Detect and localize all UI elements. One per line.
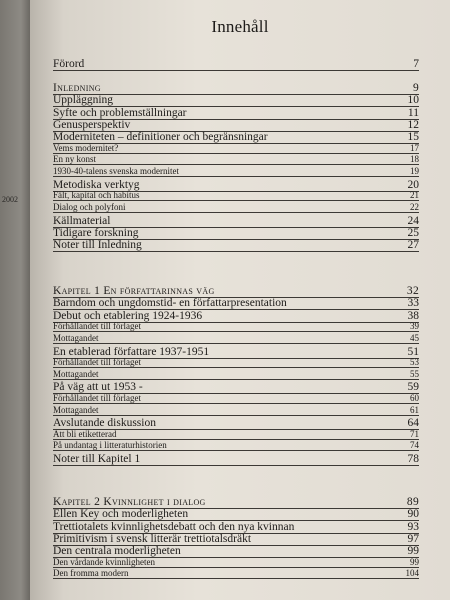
toc-entry-page-number: 60 (410, 392, 419, 403)
toc-entry-title: Noter till Kapitel 1 (53, 453, 141, 466)
toc-entry-title: Förhållandet till förlaget (53, 356, 141, 367)
toc-entry-title: Metodiska verktyg (53, 178, 140, 191)
toc-entry-page-number: 21 (410, 190, 419, 201)
toc-entry (53, 165, 419, 177)
toc-entry-page-number: 53 (410, 356, 419, 367)
toc-entry-title: Uppläggning (53, 94, 114, 107)
toc-entry-page-number: 17 (410, 142, 419, 153)
toc-entry-title: Fält, kapital och habitus (53, 190, 140, 201)
toc-entry-title: Den centrala moderligheten (53, 545, 181, 558)
toc-entry-page-number: 93 (407, 520, 419, 533)
toc-entry-page-number: 39 (410, 320, 419, 331)
toc-entry-title: Noter till Inledning (53, 239, 142, 252)
toc-entry-title: Att bli etiketterad (53, 428, 117, 439)
toc-entry-page-number: 11 (407, 106, 419, 119)
toc-entry-page-number: 24 (407, 214, 419, 227)
toc-entry-title: Källmaterial (53, 214, 111, 227)
toc-entry (53, 332, 419, 344)
toc-entry (53, 237, 419, 252)
toc-entry-page-number: 7 (413, 58, 419, 70)
margin-note: 2002 (2, 195, 18, 204)
toc-entry-title: En etablerad författare 1937-1951 (53, 345, 210, 358)
toc-entry-title: Mottagandet (53, 332, 99, 343)
toc-entry-page-number: 25 (407, 227, 419, 240)
toc-entry-page-number: 18 (410, 154, 419, 165)
toc-page (30, 0, 450, 600)
toc-entry-page-number: 38 (407, 309, 419, 322)
toc-entry-page-number: 51 (407, 345, 419, 358)
toc-entry-page-number: 74 (410, 440, 419, 451)
toc-entry-page-number: 64 (407, 417, 419, 430)
toc-entry-title: Mottagandet (53, 368, 99, 379)
toc-entry (53, 368, 419, 380)
toc-entry (53, 356, 419, 368)
toc-entry (53, 404, 419, 416)
toc-entry-title: Primitivism i svensk litterär trettiotalsdräkt (53, 532, 252, 545)
toc-entry-page-number: 20 (407, 178, 419, 191)
toc-entry-page-number: 99 (410, 556, 419, 567)
toc-entry-title: Genusperspektiv (53, 118, 131, 131)
toc-entry-title: Den vårdande kvinnligheten (53, 556, 155, 567)
toc-entry-title: Förhållandet till förlaget (53, 392, 141, 403)
toc-entry-title: Kapitel 1 En författarinnas väg (53, 285, 215, 297)
toc-entry-title: Moderniteten – definitioner och begränsningar (53, 131, 268, 144)
toc-entry-page-number: 32 (406, 285, 419, 297)
toc-entry-title: Trettiotalets kvinnlighetsdebatt och den nya kvinnan (53, 520, 295, 533)
toc-entry-page-number: 55 (410, 368, 419, 379)
toc-entry-title: På undantag i litteraturhistorien (53, 440, 167, 451)
toc-entry-page-number: 45 (410, 332, 419, 343)
toc-entry-title: Ellen Key och moderligheten (53, 508, 189, 521)
toc-entry (53, 428, 419, 440)
toc-entry-title: Tidigare forskning (53, 227, 139, 240)
toc-entry-page-number: 22 (410, 202, 419, 212)
toc-entry-page-number: 59 (407, 381, 419, 394)
toc-entry-page-number: 90 (407, 508, 419, 521)
toc-entry-title: Syfte och problemställningar (53, 106, 187, 119)
toc-entry-title: 1930-40-talens svenska modernitet (53, 166, 179, 177)
toc-entry (53, 189, 419, 201)
toc-entry (53, 567, 419, 579)
toc-entry (53, 153, 419, 165)
toc-entry-page-number: 19 (410, 166, 419, 177)
toc-entry-title: Avslutande diskussion (53, 417, 156, 430)
toc-entry-title: Kapitel 2 Kvinnlighet i dialog (53, 496, 206, 508)
toc-entry-title: På väg att ut 1953 - (53, 381, 143, 394)
toc-entry-page-number: 10 (407, 94, 419, 107)
toc-entry-title: Barndom och ungdomstid- en författarpresentation (53, 297, 287, 310)
toc-entry-title: Den fromma modern (53, 568, 129, 579)
toc-entry-title: Debut och etablering 1924-1936 (53, 309, 203, 322)
toc-entry-title: En ny konst (53, 154, 97, 165)
toc-entry-page-number: 27 (407, 239, 419, 252)
toc-entry-title: Förord (53, 58, 85, 70)
toc-entry (53, 556, 419, 568)
toc-entry-title: Vems modernitet? (53, 142, 119, 153)
toc-entry (53, 56, 419, 71)
toc-entry-page-number: 9 (412, 82, 419, 94)
toc-entry (53, 451, 419, 466)
toc-entry-title: Dialog och polyfoni (53, 202, 126, 212)
toc-entry-page-number: 104 (405, 568, 419, 579)
toc-entry-page-number: 12 (407, 118, 419, 131)
toc-entry-page-number: 89 (406, 496, 419, 508)
toc-entry (53, 392, 419, 404)
toc-entry-page-number: 97 (407, 532, 419, 545)
toc-entry-page-number: 99 (407, 545, 419, 558)
toc-entry-page-number: 78 (407, 453, 419, 466)
adjacent-page-edge (0, 0, 30, 600)
toc-entry (53, 439, 419, 451)
toc-entry-page-number: 61 (410, 404, 419, 415)
toc-entry-page-number: 71 (410, 428, 419, 439)
toc-entry (53, 201, 419, 213)
page-title: Innehåll (211, 17, 269, 36)
toc-entry (53, 142, 419, 154)
toc-entry-title: Förhållandet till förlaget (53, 320, 141, 331)
toc-entry-title: Mottagandet (53, 404, 99, 415)
toc-entry (53, 320, 419, 332)
toc-entry-page-number: 33 (407, 297, 419, 310)
toc-entry-page-number: 15 (407, 131, 419, 144)
toc-entry-title: Inledning (53, 82, 101, 94)
